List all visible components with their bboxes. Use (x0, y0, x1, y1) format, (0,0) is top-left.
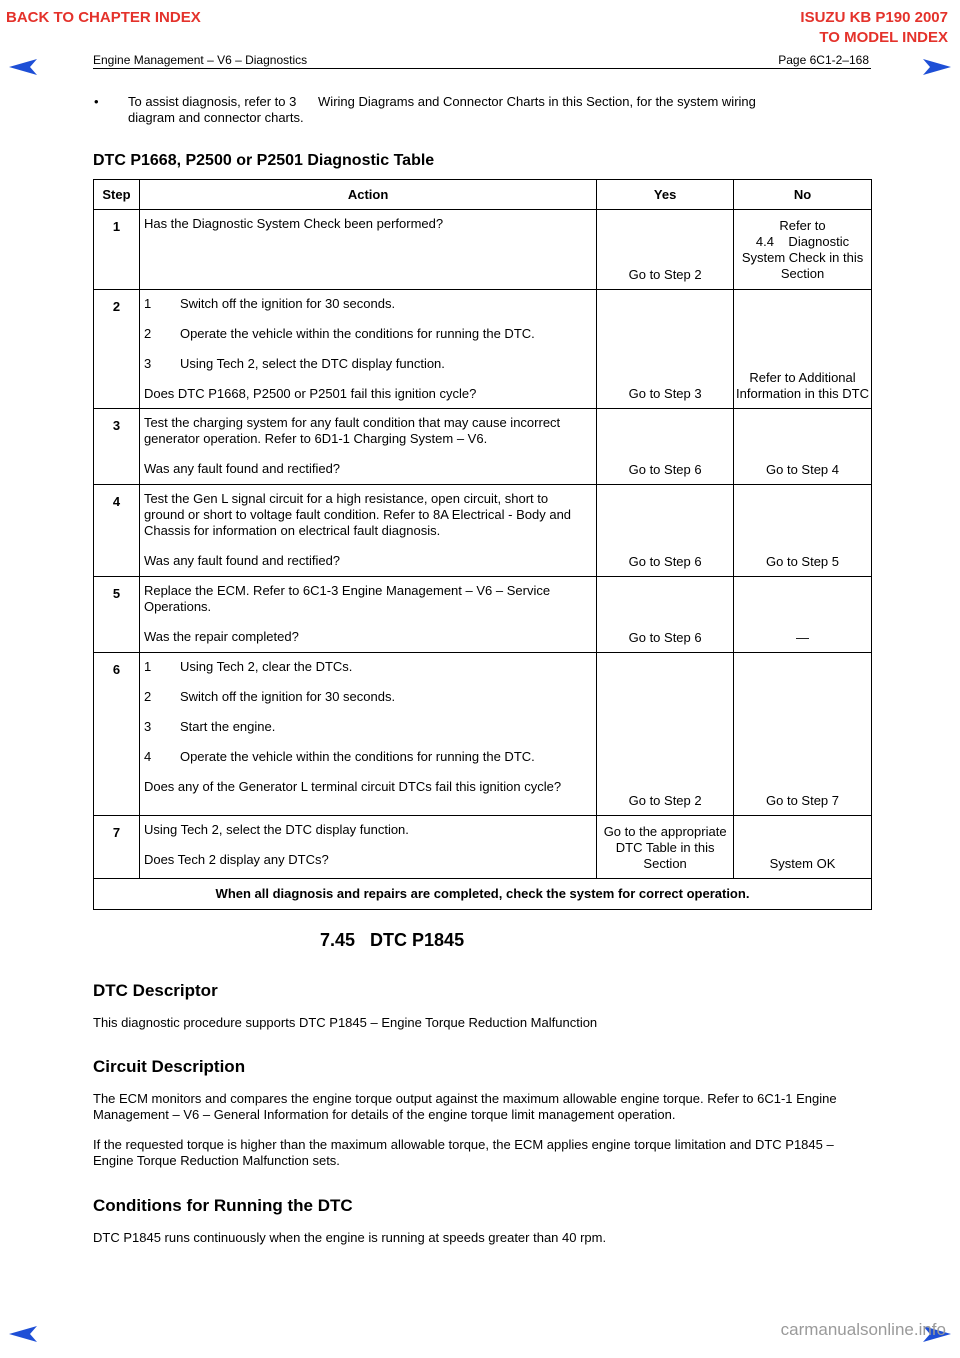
yes-result: Go to the appropriate DTC Table in this Section (597, 816, 734, 879)
prev-page-arrow-icon[interactable] (8, 58, 38, 76)
sub-step: 1 Switch off the ignition for 30 seconds. (143, 296, 396, 311)
conditions-text: DTC P1845 runs continuously when the engine is running at speeds greater than 40 rpm. (93, 1230, 607, 1245)
action-question: Was the repair completed? (143, 629, 299, 644)
column-header-action: Action (139, 180, 596, 210)
sub-step: 4 Operate the vehicle within the conditions for running the DTC. (143, 749, 535, 764)
bullet-text-line-2: diagram and connector charts. (128, 110, 304, 125)
next-page-arrow-icon[interactable] (922, 58, 952, 76)
yes-result: Go to Step 3 (597, 290, 734, 409)
circuit-description-paragraph-2: If the requested torque is higher than the maximum allowable torque, the ECM applies engine torque limitation and DTC P1845 – Engine Torque Reduction Malfunction sets. (93, 1137, 834, 1168)
table-row (94, 653, 872, 816)
section-title: 7.45 DTC P1845 (320, 930, 465, 950)
action-question: Was any fault found and rectified? (143, 553, 341, 568)
no-result: Go to Step 7 (734, 653, 872, 816)
table-row (94, 485, 872, 577)
running-header-left: Engine Management – V6 – Diagnostics (93, 53, 308, 67)
prev-page-arrow-icon[interactable] (8, 1325, 38, 1343)
running-header-right: Page 6C1-2–168 (778, 53, 869, 67)
yes-result: Go to Step 2 (597, 210, 734, 290)
sub-step: 3 Using Tech 2, select the DTC display function. (143, 356, 445, 371)
step-number: 3 (94, 409, 140, 485)
table-row (94, 816, 872, 879)
no-result: Refer to Additional Information in this DTC (734, 290, 872, 409)
dtc-descriptor-heading: DTC Descriptor (93, 981, 218, 1000)
sub-step: 3 Start the engine. (143, 719, 276, 734)
no-result: Refer to 4.4 Diagnostic System Check in this Section (734, 210, 872, 290)
conditions-heading: Conditions for Running the DTC (93, 1196, 353, 1215)
circuit-description-paragraph-1: The ECM monitors and compares the engine torque output against the maximum allowable engine torque. Refer to 6C1-1 Engine Management – V6 – General Information for details of the engine torque limit management operation. (93, 1091, 837, 1122)
no-result: Go to Step 4 (734, 409, 872, 485)
table-header-row (94, 180, 872, 210)
table-footer-note: When all diagnosis and repairs are completed, check the system for correct operation. (94, 879, 872, 910)
step-number: 5 (94, 577, 140, 653)
site-watermark: carmanualsonline.info (780, 1320, 946, 1339)
back-to-chapter-index-link[interactable]: BACK TO CHAPTER INDEX (6, 9, 201, 26)
step-number: 6 (94, 653, 140, 816)
sub-step: 1 Using Tech 2, clear the DTCs. (143, 659, 353, 674)
action-text: Test the Gen L signal circuit for a high resistance, open circuit, short to ground or short to voltage fault condition. Refer to 8A Electrical - Body and Chassis for information on electrical fault diagnosis. (143, 491, 572, 538)
yes-result: Go to Step 6 (597, 485, 734, 577)
column-header-no: No (734, 180, 872, 210)
action-question: Was any fault found and rectified? (143, 461, 341, 476)
diagnostic-table (93, 179, 872, 910)
bullet-text (128, 94, 868, 126)
step-action (139, 290, 596, 409)
yes-result: Go to Step 6 (597, 409, 734, 485)
column-header-step: Step (94, 180, 140, 210)
model-title-link[interactable]: ISUZU KB P190 2007 (800, 9, 948, 26)
diagnostic-table-title: DTC P1668, P2500 or P2501 Diagnostic Table (93, 152, 435, 169)
circuit-description-heading: Circuit Description (93, 1057, 246, 1076)
action-question: Does DTC P1668, P2500 or P2501 fail this ignition cycle? (143, 386, 477, 401)
action-text: Has the Diagnostic System Check been performed? (143, 216, 444, 231)
no-result: — (734, 577, 872, 653)
table-row (94, 409, 872, 485)
step-action (139, 409, 596, 485)
action-question: Does any of the Generator L terminal circuit DTCs fail this ignition cycle? (143, 779, 562, 794)
header-rule (93, 68, 871, 69)
bullet-symbol: • (94, 94, 99, 109)
no-result: System OK (734, 816, 872, 879)
to-model-index-link[interactable]: TO MODEL INDEX (819, 29, 948, 46)
step-action (139, 485, 596, 577)
step-number: 1 (94, 210, 140, 290)
step-number: 4 (94, 485, 140, 577)
table-row (94, 290, 872, 409)
yes-result: Go to Step 2 (597, 653, 734, 816)
action-text: Test the charging system for any fault condition that may cause incorrect generator operation. Refer to 6D1-1 Charging System – V6. (143, 415, 561, 446)
yes-result: Go to Step 6 (597, 577, 734, 653)
no-result: Go to Step 5 (734, 485, 872, 577)
column-header-yes: Yes (597, 180, 734, 210)
step-action (139, 653, 596, 816)
action-text: Using Tech 2, select the DTC display function. (143, 822, 409, 837)
step-action (139, 816, 596, 879)
step-action (139, 577, 596, 653)
sub-step: 2 Operate the vehicle within the conditions for running the DTC. (143, 326, 535, 341)
table-row (94, 577, 872, 653)
sub-step: 2 Switch off the ignition for 30 seconds. (143, 689, 396, 704)
step-action (139, 210, 596, 290)
action-text: Replace the ECM. Refer to 6C1-3 Engine Management – V6 – Service Operations. (143, 583, 551, 614)
action-question: Does Tech 2 display any DTCs? (143, 852, 329, 867)
table-footer-row (94, 879, 872, 910)
step-number: 2 (94, 290, 140, 409)
bullet-text-line-1: To assist diagnosis, refer to 3 Wiring Diagrams and Connector Charts in this Section, for the system wiring (128, 94, 756, 109)
step-number: 7 (94, 816, 140, 879)
dtc-descriptor-text: This diagnostic procedure supports DTC P1845 – Engine Torque Reduction Malfunction (93, 1015, 598, 1030)
table-row (94, 210, 872, 290)
